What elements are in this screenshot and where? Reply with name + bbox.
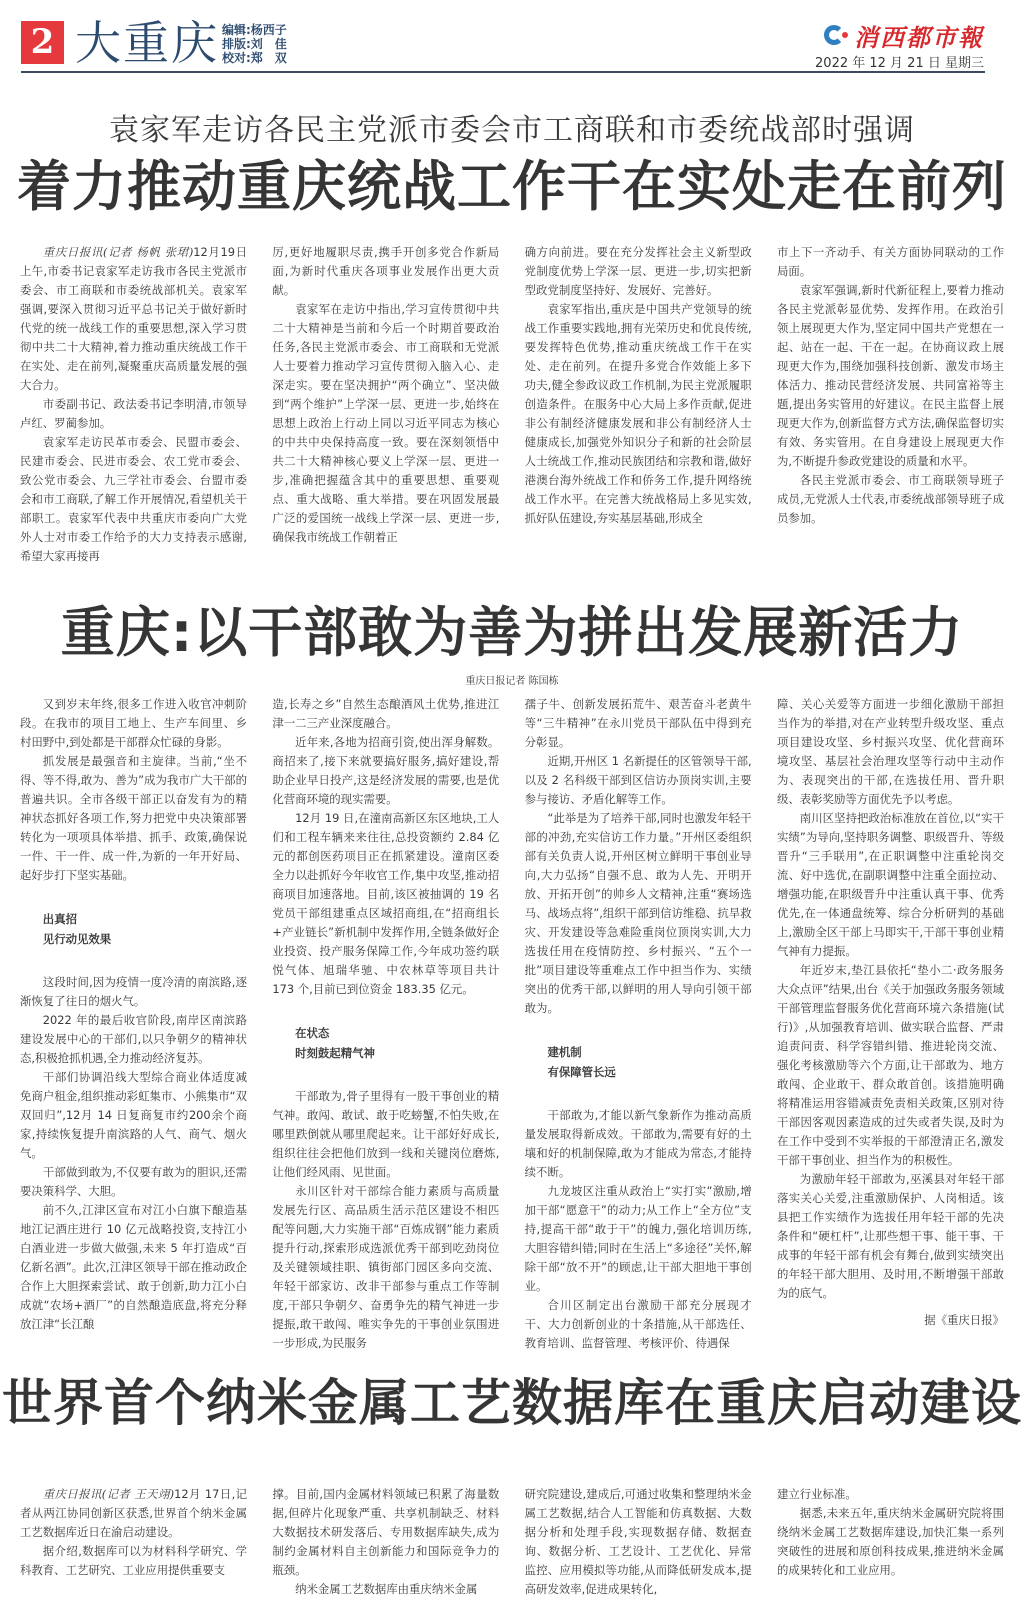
article-cadres [0, 600, 1024, 687]
paragraph: “此举是为了培养干部,同时也激发年轻干部的冲劲,充实信访工作力量。”开州区委组织部有关负责人说,开州区树立鲜明干事创业导向,大力弘扬“自强不息、敢为人先、开明开放、开拓开创”的帅乡人文精神,注重“赛场选马、战场点将”,组织干部到信访维稳、抗旱救灾、开发建设等急难险重岗位顶岗实训,大力选拔任用在疫情防控、乡村振兴、“五个一批”项目建设等重难点工作中担当作为、实绩突出的优秀干部,以鲜明的用人导向引领干部敢为。 [524, 811, 752, 1015]
paragraph: 厉,更好地履职尽责,携手开创多党合作新局面,为新时代重庆各项事业发展作出更大贡献。 [272, 245, 500, 297]
paragraph: 九龙坡区注重从政治上“实打实”激励,增加干部“愿意干”的动力;从工作上“全方位”支持,提高干部“敢于干”的魄力,强化培训历练,大胆容错纠错;同时在生活上“多途径”关怀,解除干部“放不开”的顾虑,让干部大胆地干事创业。 [524, 1184, 752, 1293]
paragraph: 各民主党派市委会、市工商联领导班子成员,无党派人士代表,市委统战部领导班子成员参加。 [776, 473, 1004, 525]
paragraph: 合川区制定出台激励干部充分展现才干、大力创新创业的十条措施,从干部选任、教育培训、监督管理、考核评价、待遇保 [524, 1298, 752, 1350]
paragraph: 抓发展是最强音和主旋律。当前,“坐不得、等不得,敢为、善为”成为我市广大干部的普遍共识。全市各级干部正以奋发有为的精神状态抓好各项工作,努力把党中央决策部署转化为一项项具体举措、抓手、政策,确保说一件、干一件、成一件,为新的一年开好局、起好步打下坚实基础。 [20, 754, 247, 882]
paragraph: 年近岁末,垫江县依托“垫小二·政务服务大众点评”结果,出台《关于加强政务服务领域干部管理监督服务优化营商环境六条措施(试行)》,从加强教育培训、做实联合监督、严肃追责问责、科学容错纠错、推进轮岗交流、强化考核激励等六个方面,让干部敢为、地方敢闯、企业敢干、群众敢首创。该措施明确将精准运用容错减责免责相关政策,区别对待干部因客观因素造成的过失或者失误,及时为在工作中受到不实举报的干部澄清正名,激发干部干事创业、担当作为的积极性。 [776, 963, 1004, 1167]
paragraph: 据介绍,数据库可以为材料科学研究、学科教育、工艺研究、工业应用提供重要支 [20, 1544, 247, 1577]
paragraph: 袁家军在走访中指出,学习宣传贯彻中共二十大精神是当前和今后一个时期首要政治任务,各民主党派市委会、市工商联和无党派人士要着力推动学习宣传贯彻入脑入心、走深走实。要在坚决拥护“两个确立”、坚决做到“两个维护”上学深一层、更进一步,始终在思想上政治上行动上同以习近平同志为核心的中共中央保持高度一致。要在深刻领悟中共二十大精神核心要义上学深一层、更进一步,准确把握蕴含其中的重要思想、重要观点、重大战略、重大举措。要在巩固发展最广泛的爱国统一战线上学深一层、更进一步,确保我市统战工作朝着正 [272, 302, 500, 544]
paragraph: 市上下一齐动手、有关方面协同联动的工作局面。 [776, 245, 1004, 278]
paragraph: 2022 年的最后收官阶段,南岸区南滨路建设发展中心的干部们,以只争朝夕的精神状态,积极抢抓机遇,全力推动经济复苏。 [20, 1013, 247, 1065]
paragraph: 南川区坚持把政治标准放在首位,以“实干实绩”为导向,坚持职务调整、职级晋升、等级晋升“三手联用”,在正职调整中注重轮岗交流、好中选优,在副职调整中注重全面拉动、增强功能,在职级晋升中注重认真干事、优秀优先,在一体通盘统筹、综合分析研判的基础上,激励全区干部上马即实干,干部干事创业精气神有力提振。 [776, 811, 1004, 958]
dateline: 重庆日报讯(记者 王天翊) [42, 1487, 175, 1501]
masthead-divider [21, 71, 985, 73]
paragraph: 重庆日报讯(记者 王天翊)12月 17日,记者从两江协同创新区获悉,世界首个纳米金属工艺数据库近日在渝启动建设。 [20, 1487, 248, 1539]
paragraph: 为激励年轻干部敢为,巫溪县对年轻干部落实关心关爱,注重激励保护、人岗相适。该县把工作实绩作为选拔任用年轻干部的先决条件和“硬杠杆”,让那些想干事、能干事、干成事的年轻干部有机会有舞台,做到实绩突出的年轻干部大胆用、及时用,不断增强干部敢为的底气。 [776, 1172, 1004, 1300]
paragraph: 市委副书记、政法委书记李明清,市领导卢红、罗蔺参加。 [20, 397, 247, 430]
newspaper-logo-icon [822, 23, 850, 49]
subheading: 建机制 有保障管长远 [547, 1045, 616, 1079]
paragraph: 袁家军走访民革市委会、民盟市委会、民建市委会、民进市委会、农工党市委会、致公党市委会、九三学社市委会、台盟市委会和市工商联,了解工作开展情况,看望机关干部职工。袁家军代表中共重庆市委向广大党外人士对市委工作给予的大力支持表示感谢,希望大家再接再 [20, 435, 247, 563]
article-nano-database [0, 1368, 1024, 1438]
source-credit: 据《重庆日报》 [924, 1313, 1004, 1327]
paragraph: 干部敢为,才能以新气象新作为推动高质量发展取得新成效。干部敢为,需要有好的土壤和好的机制保障,敢为才能成为常态,才能持续不断。 [524, 1108, 752, 1179]
paragraph: 前不久,江津区宣布对江小白旗下酿造基地江记酒庄进行 10 亿元战略投资,支持江小白酒业进一步做大做强,未来 5 年打造成“百亿新名酒”。此次,江津区领导干部在推动政企合作上大胆探索尝试、敢于创新,助力江小白成就“农场+酒厂”的自然酿造底盘,将充分释放江津“长江酿 [20, 1203, 247, 1331]
paragraph: 造,长寿之乡”自然生态酿酒风土优势,推进江津一二三产业深度融合。 [272, 697, 500, 730]
paragraph: 纳米金属工艺数据库由重庆纳米金属 [295, 1582, 478, 1596]
paragraph: 研究院建设,建成后,可通过收集和整理纳米金属工艺数据,结合人工智能和仿真数据、大数据分析和处理手段,实现数据存储、数据查询、数据分析、工艺设计、工艺优化、异常监控、应用模拟等功能,从而降低研发成本,提高研发效率,促进成果转化, [524, 1487, 752, 1596]
credit-proofread: 校对:郑 双 [222, 51, 287, 65]
paragraph: 这段时间,因为疫情一度冷清的南滨路,逐渐恢复了往日的烟火气。 [20, 975, 247, 1008]
article2-column [20, 695, 247, 1353]
paragraph: 据悉,未来五年,重庆纳米金属研究院将围绕纳米金属工艺数据库建设,加快汇集一系列突破性的进展和原创科技成果,推进纳米金属的成果转化和工业应用。 [776, 1506, 1004, 1577]
article2-headline: 重庆:以干部敢为善为拼出发展新活力 [60, 601, 964, 664]
paragraph: 近期,开州区 1 名新提任的区管领导干部,以及 2 名科级干部到区信访办顶岗实训,主要参与接访、矛盾化解等工作。 [524, 754, 752, 806]
article1-body [20, 243, 1004, 566]
dateline: 重庆日报讯(记者 杨帆 张珺) [42, 245, 194, 259]
article3-column [272, 1485, 499, 1599]
article2-byline: 重庆日报记者 陈国栋 [465, 676, 559, 687]
paragraph: 12月 19 日,在潼南高新区东区地块,工人们和工程车辆来来往往,总投资额约 2.84 亿元的都创医药项目正在抓紧建设。潼南区委全力以赴抓好今年收官工作,集中攻坚,推动招商项目加速落地。目前,该区被抽调的 19 名党员干部组建重点区域招商组,在“招商组长+产业链长”新机制中发挥作用,全链条做好企业投资、投产服务保障工作,今年成功签约联悦气体、旭瑞华驰、中农林草等项目共计 173 个,目前已到位资金 183.35 亿元。 [272, 811, 500, 996]
subheading: 在状态 时刻鼓起精气神 [295, 1026, 375, 1060]
paragraph: 重庆日报讯(记者 杨帆 张珺)12月19日上午,市委书记袁家军走访我市各民主党派市委会、市工商联和市委统战部机关。袁家军强调,要深入贯彻习近平总书记关于做好新时代党的统一战线工作的重要思想,深入学习贯彻中共二十大精神,着力推动重庆统战工作干在实处、走在前列,凝聚重庆高质量发展的强大合力。 [20, 245, 247, 392]
paragraph: 干部敢为,骨子里得有一股干事创业的精气神。敢闯、敢试、敢于吃螃蟹,不怕失败,在哪里跌倒就从哪里爬起来。让干部好好成长,组织往往会把他们放到一线和关键岗位磨炼,让他们经风雨、见世面。 [272, 1089, 500, 1179]
article-united-front [0, 110, 1024, 222]
paragraph: 撑。目前,国内金属材料领域已积累了海量数据,但碎片化现象严重、共享机制缺乏、材料大数据技术研发落后、专用数据库缺失,成为制约金属材料自主创新能力和国际竞争力的瓶颈。 [272, 1487, 500, 1577]
article1-column [525, 243, 752, 566]
paragraph: 建立行业标准。 [776, 1487, 857, 1501]
article1-column [272, 243, 499, 566]
article3-column [525, 1485, 752, 1599]
paragraph: 确方向前进。要在充分发挥社会主义新型政党制度优势上学深一层、更进一步,切实把新型政党制度坚持好、发展好、完善好。 [524, 245, 752, 297]
article3-column [777, 1485, 1004, 1599]
paragraph: 永川区针对干部综合能力素质与高质量发展先行区、高品质生活示范区建设不相匹配等问题,大力实施干部“百炼成钢”能力素质提升行动,探索形成选派优秀干部到吃劲岗位及关键领域挂职、镇街部门园区多向交流、年轻干部家访、改非干部参与重点工作等制度,干部只争朝夕、奋勇争先的精气神进一步提振,敢干敢闯、唯实争先的干事创业氛围进一步形成,为民服务 [272, 1184, 500, 1350]
article1-headline: 着力推动重庆统战工作干在实处走在前列 [17, 155, 1007, 218]
article3-column [20, 1485, 247, 1599]
section-title: 大重庆 [75, 16, 219, 70]
masthead [0, 0, 1024, 80]
article3-headline: 世界首个纳米金属工艺数据库在重庆启动建设 [2, 1374, 1022, 1432]
paragraph: 干部们协调沿线大型综合商业体适度减免商户租金,组织推动彩虹集市、小熊集市“双双回归”,12月 14 日复商复市约200余个商家,持续恢复提升南滨路的人气、商气、烟火气。 [20, 1070, 247, 1160]
paragraph: 袁家军强调,新时代新征程上,要着力推动各民主党派彰显优势、发挥作用。在政治引领上展现更大作为,坚定同中国共产党想在一起、站在一起、干在一起。在协商议政上展现更大作为,围绕加强科技创新、激发市场主体活力、推动民营经济发展、共同富裕等主题,提出务实管用的好建议。在民主监督上展现更大作为,创新监督方式方法,确保监督切实有效、务实管用。在自身建设上展现更大作为,不断提升参政党建设的质量和水平。 [776, 283, 1004, 468]
page-number: 2 [21, 21, 64, 64]
newspaper-brand [822, 18, 984, 53]
article3-body [20, 1485, 1004, 1599]
article1-column [777, 243, 1004, 566]
paragraph: 又到岁末年终,很多工作进入收官冲刺阶段。在我市的项目工地上、生产车间里、乡村田野中,到处都是干部群众忙碌的身影。 [20, 697, 247, 749]
paragraph: 干部做到敢为,不仅要有敢为的胆识,还需要决策科学、大胆。 [20, 1165, 247, 1198]
subheading: 出真招 见行动见效果 [42, 912, 112, 946]
issue-date: 2022 年 12 月 21 日 星期三 [815, 56, 984, 71]
article2-body [20, 695, 1004, 1353]
article2-column [777, 695, 1004, 1353]
article1-column [20, 243, 247, 566]
newspaper-name: 消西都市報 [854, 23, 984, 52]
article1-kicker: 袁家军走访各民主党派市委会市工商联和市委统战部时强调 [109, 113, 915, 148]
credit-editor: 编辑:杨西子 [222, 23, 287, 37]
editor-credits [222, 23, 287, 65]
credit-layout: 排版:刘 佳 [222, 37, 287, 51]
paragraph: 孺子牛、创新发展拓荒牛、艰苦奋斗老黄牛等“三牛精神”在永川党员干部队伍中得到充分彰显。 [524, 697, 752, 749]
paragraph: 近年来,各地为招商引资,使出浑身解数。商招来了,接下来就要搞好服务,搞好建设,帮助企业早日投产,这是经济发展的需要,也是优化营商环境的现实需要。 [272, 735, 500, 806]
article2-column [525, 695, 752, 1353]
article2-column [272, 695, 499, 1353]
paragraph: 障、关心关爱等方面进一步细化激励干部担当作为的举措,对在产业转型升级攻坚、重点项目建设攻坚、乡村振兴攻坚、优化营商环境攻坚、基层社会治理攻坚等行动中主动作为、表现突出的干部,在选拔任用、晋升职级、表彰奖励等方面优先予以考虑。 [776, 697, 1004, 806]
paragraph: 袁家军指出,重庆是中国共产党领导的统战工作重要实践地,拥有光荣历史和优良传统,要发挥特色优势,推动重庆统战工作干在实处、走在前列。在提升多党合作效能上多下功夫,健全参政议政工作机制,为民主党派履职创造条件。在服务中心大局上多作贡献,促进非公有制经济健康发展和非公有制经济人士健康成长,加强党外知识分子和新的社会阶层人士统战工作,推动民族团结和宗教和谐,做好港澳台海外统战工作和侨务工作,提升网络统战工作水平。在完善大统战格局上多见实效,抓好队伍建设,夯实基层基础,形成全 [524, 302, 752, 525]
